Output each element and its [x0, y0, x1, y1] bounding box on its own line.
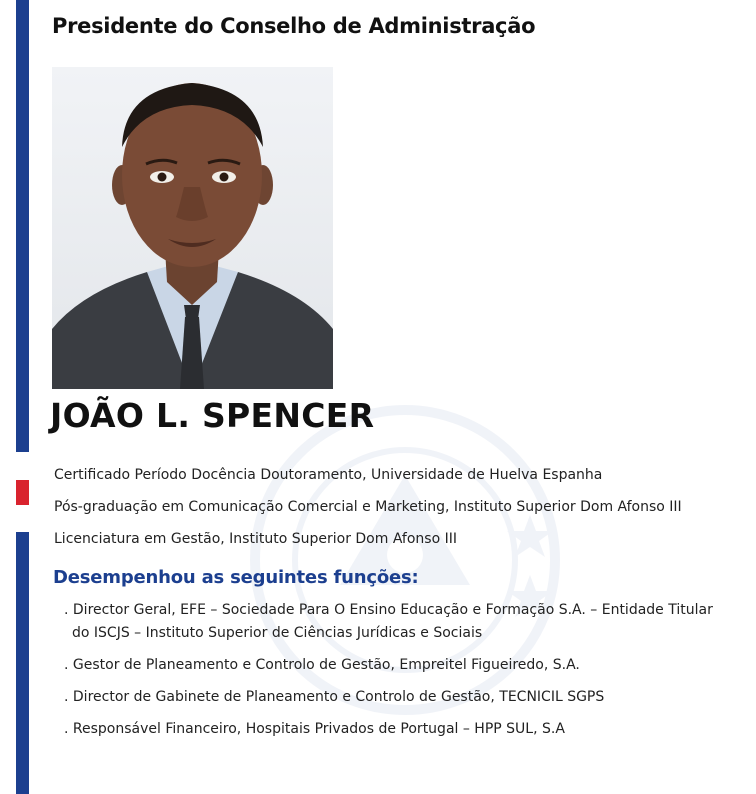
qualification-item: Pós-graduação em Comunicação Comercial e Marketing, Instituto Superior Dom Afonso III: [54, 499, 682, 515]
function-item-line: . Gestor de Planeamento e Controlo de Gestão, Empreitel Figueiredo, S.A.: [64, 657, 580, 673]
role-title: Presidente do Conselho de Administração: [52, 14, 536, 38]
functions-section-title: Desempenhou as seguintes funções:: [53, 567, 419, 588]
function-item-line: . Responsável Financeiro, Hospitais Privados de Portugal – HPP SUL, S.A: [64, 721, 565, 737]
portrait-photo-icon: [52, 67, 333, 389]
portrait-photo: [52, 67, 333, 389]
function-item: [64, 718, 744, 741]
function-item: [64, 599, 744, 645]
left-accent-bar-top: [16, 0, 29, 452]
function-item: [64, 686, 744, 709]
function-item-line: . Director Geral, EFE – Sociedade Para O Ensino Educação e Formação S.A. – Entidade Titular: [64, 602, 713, 618]
left-accent-bar-red: [16, 480, 29, 505]
function-item-line-continued: do ISCJS – Instituto Superior de Ciências Jurídicas e Sociais: [72, 625, 483, 641]
qualification-item: Licenciatura em Gestão, Instituto Superior Dom Afonso III: [54, 531, 457, 547]
function-item-line: . Director de Gabinete de Planeamento e Controlo de Gestão, TECNICIL SGPS: [64, 689, 605, 705]
person-name: JOÃO L. SPENCER: [50, 396, 375, 435]
left-accent-bar-bottom: [16, 532, 29, 794]
qualification-item: Certificado Período Docência Doutoramento, Universidade de Huelva Espanha: [54, 467, 603, 483]
function-item: [64, 654, 744, 677]
